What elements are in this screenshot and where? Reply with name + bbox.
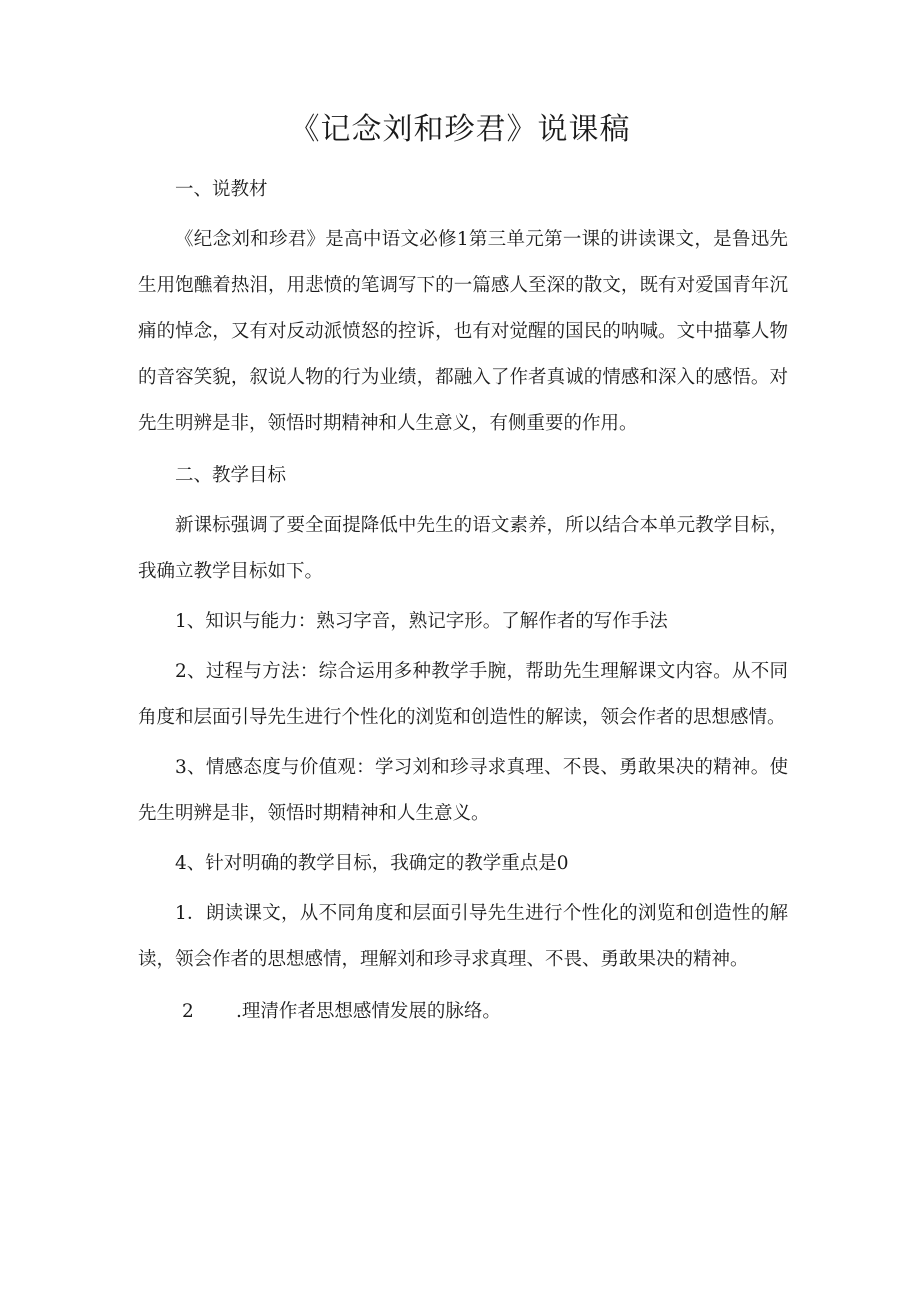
- paragraph-key-point-2: [138, 989, 788, 1035]
- key-point-2-number: 2: [182, 1001, 194, 1022]
- paragraph-key-points-intro: 4、针对明确的教学目标，我确定的教学重点是0: [175, 853, 569, 874]
- paragraph-key-point-1: 1．朗读课文，从不同角度和层面引导先生进行个性化的浏览和创造性的解读，领会作者的思想感情，理解刘和珍寻求真理、不畏、勇敢果决的精神。: [138, 903, 788, 970]
- section-heading-teaching-goals: 二、教学目标: [175, 465, 287, 486]
- paragraph-textbook-intro: 《纪念刘和珍君》是高中语文必修1第三单元第一课的讲读课文，是鲁迅先生用饱醮着热泪，用悲愤的笔调写下的一篇感人至深的散文，既有对爱国青年沉痛的悼念，又有对反动派愤怒的控诉，也有对觉醒的国民的呐喊。文中描摹人物的音容笑貌，叙说人物的行为业绩，都融入了作者真诚的情感和深入的感悟。对先生明辨是非，领悟时期精神和人生意义，有侧重要的作用。: [138, 229, 788, 434]
- key-point-2-text: .理清作者思想感情发展的脉络。: [236, 1001, 501, 1022]
- section-heading-textbook: 一、说教材: [175, 179, 268, 200]
- document-title: 《记念刘和珍君》说课稿: [289, 112, 631, 147]
- document-body: [138, 167, 788, 1035]
- paragraph-goals-intro: 新课标强调了要全面提降低中先生的语文素养，所以结合本单元教学目标，我确立教学目标如下。: [138, 515, 788, 582]
- paragraph-goal-knowledge: 1、知识与能力：熟习字音，熟记字形。了解作者的写作手法: [175, 611, 668, 632]
- paragraph-goal-process: 2、过程与方法：综合运用多种教学手腕，帮助先生理解课文内容。从不同角度和层面引导先生进行个性化的浏览和创造性的解读，领会作者的思想感情。: [138, 661, 788, 728]
- paragraph-goal-emotion: 3、情感态度与价值观：学习刘和珍寻求真理、不畏、勇敢果决的精神。使先生明辨是非，领悟时期精神和人生意义。: [138, 757, 788, 824]
